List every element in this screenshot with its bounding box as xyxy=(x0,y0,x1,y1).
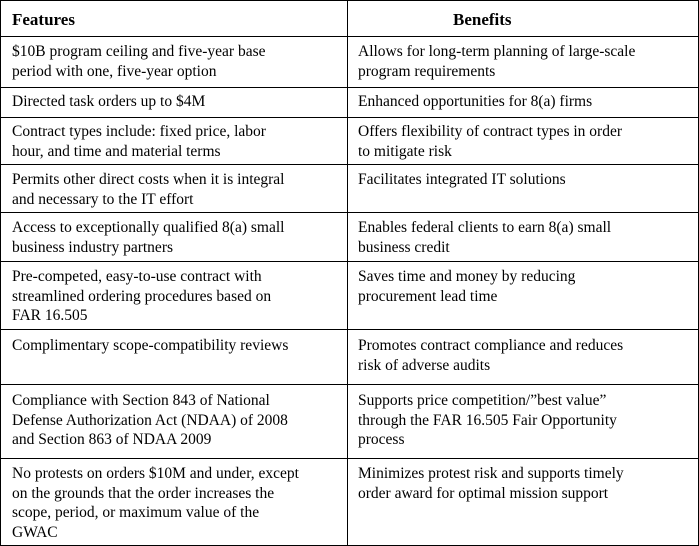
benefit-cell: Allows for long-term planning of large-scale program requirements xyxy=(358,43,636,80)
row-divider xyxy=(1,87,698,88)
benefit-cell: Minimizes protest risk and supports timely order award for optimal mission support xyxy=(358,465,624,502)
feature-cell: Access to exceptionally qualified 8(a) small business industry partners xyxy=(12,219,285,256)
benefit-cell: Facilitates integrated IT solutions xyxy=(358,171,566,188)
feature-cell: Compliance with Section 843 of National Defense Authorization Act (NDAA) of 2008 and Section 863 of NDAA 2009 xyxy=(12,392,288,448)
feature-cell: Complimentary scope-compatibility reviews xyxy=(12,337,289,354)
feature-cell: Pre-competed, easy-to-use contract with streamlined ordering procedures based on FAR 16.505 xyxy=(12,268,272,324)
benefit-cell: Offers flexibility of contract types in order to mitigate risk xyxy=(358,123,622,160)
feature-cell: Permits other direct costs when it is integral and necessary to the IT effort xyxy=(12,171,285,208)
benefit-cell: Enables federal clients to earn 8(a) small business credit xyxy=(358,219,612,256)
row-divider xyxy=(1,164,698,165)
column-divider xyxy=(347,1,348,545)
row-divider xyxy=(1,36,698,37)
benefit-cell: Enhanced opportunities for 8(a) firms xyxy=(358,93,593,110)
row-divider xyxy=(1,117,698,118)
benefit-cell: Saves time and money by reducing procurement lead time xyxy=(358,268,576,305)
row-divider xyxy=(1,261,698,262)
benefit-cell: Supports price competition/”best value” through the FAR 16.505 Fair Opportunity process xyxy=(358,392,617,448)
row-divider xyxy=(1,384,698,385)
benefits-header: Benefits xyxy=(453,10,512,29)
row-divider xyxy=(1,329,698,330)
row-divider xyxy=(1,458,698,459)
features-header: Features xyxy=(12,10,75,29)
row-divider xyxy=(1,212,698,213)
feature-cell: No protests on orders $10M and under, except on the grounds that the order increases the scope, period, or maximum value of the GWAC xyxy=(12,465,299,541)
benefit-cell: Promotes contract compliance and reduces risk of adverse audits xyxy=(358,337,624,374)
feature-cell: $10B program ceiling and five-year base period with one, five-year option xyxy=(12,43,266,80)
feature-cell: Directed task orders up to $4M xyxy=(12,93,206,110)
feature-cell: Contract types include: fixed price, labor hour, and time and material terms xyxy=(12,123,266,160)
